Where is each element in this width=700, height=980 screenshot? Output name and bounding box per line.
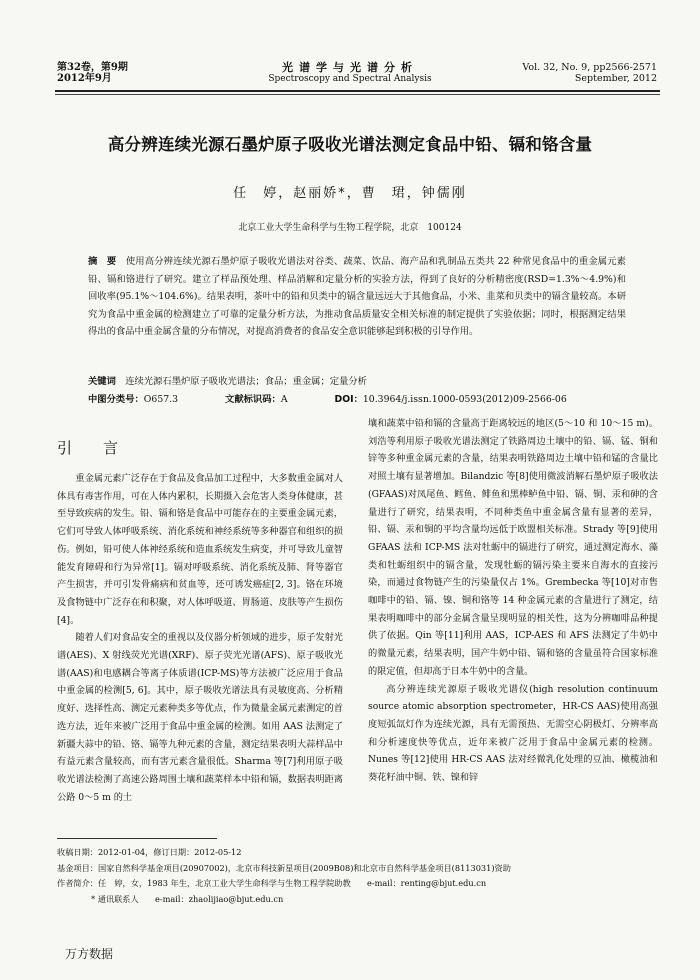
journal-name-en: Spectroscopy and Spectral Analysis	[268, 74, 432, 84]
keywords	[88, 373, 626, 387]
keywords-label: 关键词	[88, 376, 116, 387]
date-en: September, 2012	[574, 73, 657, 84]
footnotes	[57, 845, 657, 907]
paragraph: 壤和蔬菜中铅和镉的含量高于距离较远的地区(5～10 和 10～15 m)。刘浩等利用原子吸收光谱法测定了铁路周边土壤中的铅、镉、锰、铜和锌等多种重金属元素的含量，结果表明铁路周边土壤中铅和锰的含量比对照土壤有显著增加。Bilandzic 等[8]使用微波消解石墨炉原子吸收法(GFAAS)对凤尾鱼、鳕鱼、鲱鱼和黑棒鲈鱼中铅、镉、铜、汞和砷的含量进行了研究，结果表明，不同种类鱼中重金属含量有显著的差异，铅、镉、汞和铜的平均含量均远低于欧盟相关标准。Strady 等[9]使用 GFAAS 法和 ICP-MS 法对牡蛎中的镉进行了研究，通过测定海水、藻类和牡蛎组织中的镉含量，发现牡蛎的镉污染主要来自海水的直接污染，而通过食物链产生的污染量仅占 1%。Grembecka 等[10]对市售咖啡中的铅、镉、镍、铜和铬等 14 种金属元素的含量进行了测定，结果表明咖啡中的部分金属含量呈现明显的相关性，这为分辨咖啡品种提供了依据。Qin 等[11]利用 AAS，ICP-AES 和 AFS 法测定了牛奶中的微量元素，结果表明，国产牛奶中铅、镉和铬的含量虽符合国家标准的限定值，但却高于日本牛奶中的含量。	[368, 418, 658, 677]
paragraph: 高分辨连续光源原子吸收光谱仪(high resolution continuum source atomic absorption spectrometer，HR-CS AAS)使用高强度短弧氙灯作为连续光源，具有无需预热、无需空心阴极灯、分辨率高和分析速度快等优点，近年来被广泛用于食品中金属元素的检测。Nunes 等[12]使用 HR-CS AAS 法对经微乳化处理的豆油、橄榄油和葵花籽油中铜、铁、镍和锌	[368, 683, 658, 784]
paper-title: 高分辨连续光源石墨炉原子吸收光谱法测定食品中铅、镉和铬含量	[107, 135, 593, 154]
header-right	[522, 62, 657, 84]
keywords-text: 连续光源石墨炉原子吸收光谱法；食品；重金属；定量分析	[125, 376, 367, 387]
clc-value: O657.3	[143, 394, 179, 405]
paragraph: 重金属元素广泛存在于食品及食品加工过程中，大多数重金属对人体具有毒害作用，可在人体内累积，长期摄入会危害人类身体健康，甚至导致疾病的发生。铅、镉和铬是食品中可能存在的主要重金属元素，它们可导致人体呼吸系统、消化系统和神经系统等多种器官和组织的损伤。例如，铅可使人体神经系统和造血系统发生病变，并可导致儿童智能发育障碍和行为异常[1]。镉对呼吸系统、消化系统及肺、肾等器官产生损害，并可引发骨痛病和贫血等，还可诱发癌症[2, 3]。铬在环境及食物链中广泛存在和积聚，对人体呼吸道、胃肠道、皮肤等产生损伤[4]。	[57, 473, 343, 626]
abstract	[88, 253, 626, 341]
affiliation: 北京工业大学生命科学与生物工程学院，北京 100124	[238, 223, 462, 233]
abstract-text: 使用高分辨连续光源石墨炉原子吸收光谱法对谷类、蔬菜、饮品、海产品和乳制品五类共 22 种常见食品中的重金属元素铅、镉和铬进行了研究。建立了样品预处理、样品消解和定量分析的实验方法，得到了良好的分析精密度(RSD=1.3%～4.9%)和回收率(95.1%～104.6%)。结果表明，茶叶中的铅和贝类中的镉含量远远大于其他食品，小米、韭菜和贝类中的镉含量较高。本研究为食品中重金属的检测建立了可靠的定量分析方法，为推动食品质量安全相关标准的制定提供了实验依据；同时，根据测定结果得出的食品中重金属含量的分布情况，对提高消费者的食品安全意识能够起到积极的引导作用。	[88, 256, 626, 338]
doi-label: DOI：	[334, 394, 363, 405]
section-title-introduction: 引 言	[57, 439, 127, 457]
watermark: 万方数据	[65, 947, 114, 961]
volume-en: Vol. 32, No. 9, pp2566-2571	[522, 62, 657, 73]
header-rule-thin	[55, 94, 660, 95]
doc-code-value: A	[280, 394, 288, 405]
left-column	[57, 470, 343, 806]
doi-value: 10.3964/j.issn.1000-0593(2012)09-2566-06	[362, 394, 567, 405]
header-rule	[55, 90, 660, 92]
volume-cn: 第32卷，第9期	[57, 62, 128, 73]
footnote-contact: * 通讯联系人 e-mail：zhaolijiao@bjut.edu.cn	[91, 893, 284, 904]
date-cn: 2012年9月	[57, 73, 112, 84]
footnote-funding: 基金项目：国家自然科学基金项目(20907002)，北京市科技新星项目(2009B08)和北京市自然科学基金项目(8113031)资助	[57, 862, 511, 873]
authors: 任 婷，赵丽娇*，曹 珺，钟儒刚	[233, 186, 467, 201]
journal-name-cn: 光谱学与光谱分析	[282, 61, 418, 74]
paragraph: 随着人们对食品安全的重视以及仪器分析领域的进步，原子发射光谱(AES)、X 射线荧光光谱(XRF)、原子荧光光谱(AFS)、原子吸收光谱(AAS)和电感耦合等离子体质谱(ICP-MS)等方法被广泛应用于食品中重金属的检测[5, 6]。其中，原子吸收光谱法具有灵敏度高、分析精度好、选择性高、测定元素种类多等优点，作为微量金属元素测定的首选方法，近年来被广泛用于食品中重金属的检测。如用 AAS 法测定了新疆大蒜中的铅、铬、镉等九种元素的含量，测定结果表明大蒜样品中有益元素含量较高，而有害元素含量很低。Sharma 等[7]利用原子吸收光谱法检测了高速公路周围土壤和蔬菜样本中铅和镉，数据表明距离公路 0～5 m 的土	[57, 632, 343, 803]
clc-label: 中图分类号：	[88, 394, 144, 405]
header-left	[57, 62, 128, 84]
classification-line	[88, 391, 626, 405]
footnote-rule	[57, 838, 217, 839]
footnote-bio: 作者简介：任 婷，女，1983 年生，北京工业大学生命科学与生物工程学院助教 e-mail：renting@bjut.edu.cn	[57, 878, 487, 888]
header-journal	[250, 61, 450, 85]
right-column	[368, 415, 658, 787]
abstract-label: 摘 要	[88, 256, 117, 267]
footnote-dates: 收稿日期：2012-01-04，修订日期：2012-05-12	[57, 847, 242, 857]
doc-code-label: 文献标识码：	[225, 394, 281, 405]
